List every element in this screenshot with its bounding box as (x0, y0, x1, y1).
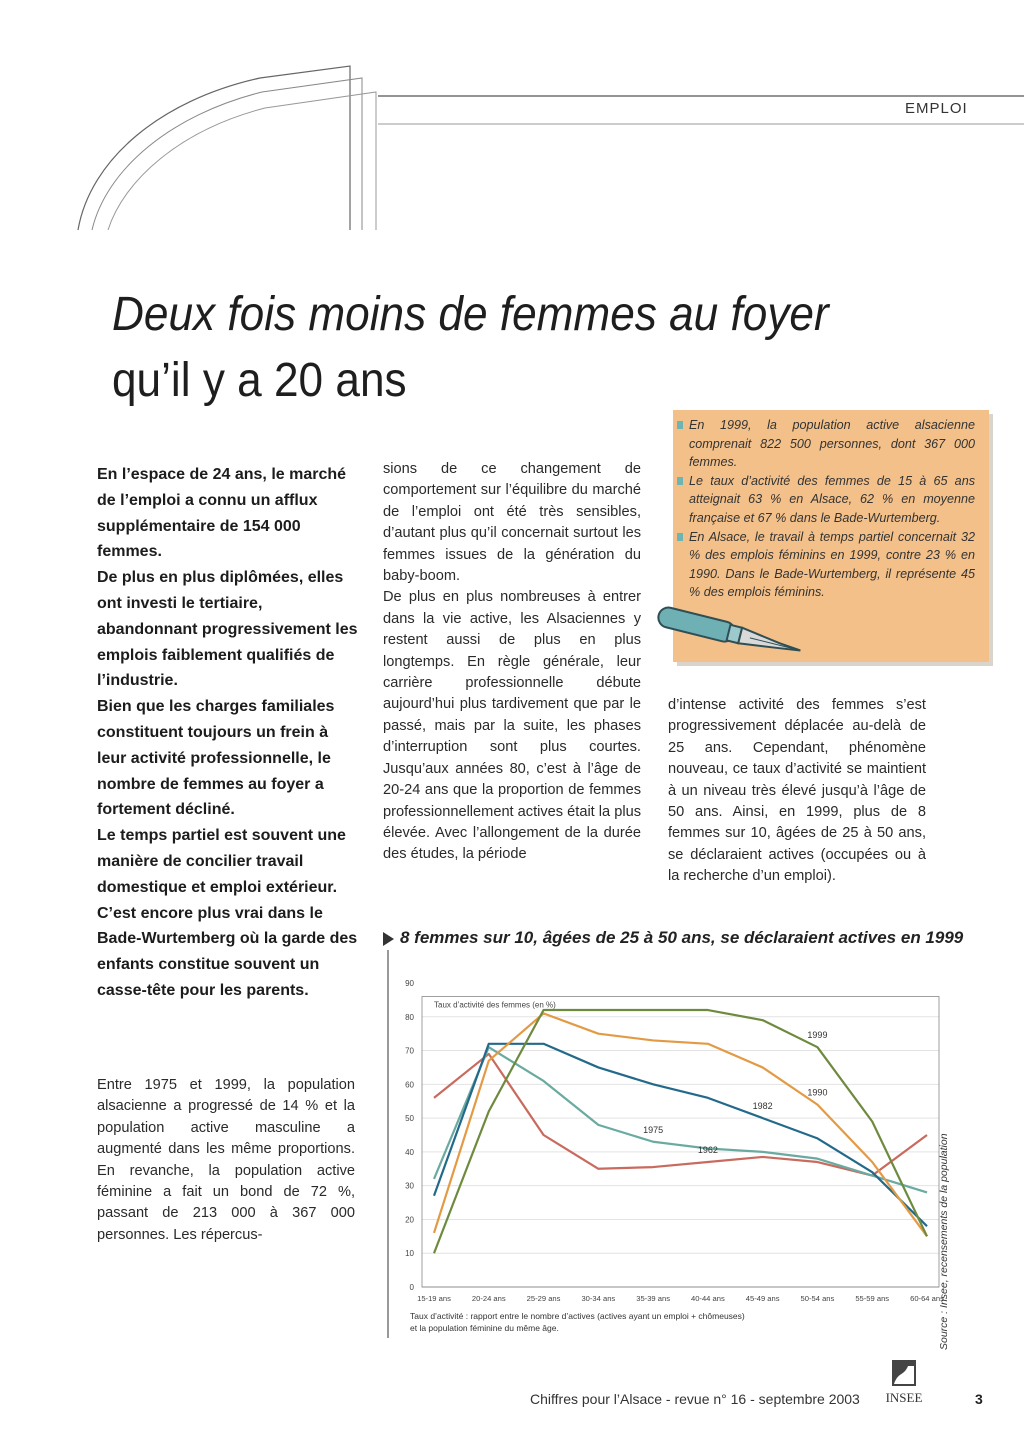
body-column-1 (97, 1075, 355, 1246)
y-tick-label: 70 (405, 1046, 414, 1056)
chart-inner-title: Taux d’activité des femmes (en %) (434, 1000, 556, 1010)
x-tick-label: 30-34 ans (581, 1294, 616, 1303)
title-line-2: qu’il y a 20 ans (112, 354, 407, 407)
x-tick-label: 45-49 ans (745, 1294, 780, 1303)
key-figure-item: En Alsace, le travail à temps partiel concernait 32 % des emplois féminins en 1999, contre 23 % en 1990. Dans le Bade-Wurtemberg, il représente 45 % des emplois féminins. (689, 528, 975, 602)
y-tick-label: 90 (405, 979, 414, 988)
series-line-1999 (434, 1010, 927, 1253)
y-tick-label: 40 (405, 1147, 414, 1157)
plot-frame (422, 997, 939, 1287)
bullet-icon (677, 533, 683, 541)
chart-heading (383, 928, 983, 948)
body-text: sions de ce changement de comportement sur l’équilibre du marché de l’emploi ont été très sensibles, d’autant plus qu’il concernait surtout les femmes issues de la génération du baby-boom. (383, 461, 641, 585)
x-tick-label: 50-54 ans (800, 1294, 835, 1303)
lead-text: De plus en plus diplômées, elles ont investi le tertiaire, abandonnant progressivement les emplois faiblement qualifiés de l’industrie. (97, 569, 358, 690)
page-number: 3 (975, 1391, 983, 1407)
key-figure-item: Le taux d’activité des femmes de 15 à 65 ans atteignait 63 % en Alsace, 62 % en moyenne française et 67 % dans le Bade-Wurtemberg. (689, 472, 975, 528)
body-column-3 (668, 695, 926, 888)
bullet-icon (677, 477, 683, 485)
series-line-1990 (434, 1013, 927, 1236)
series-label-1982: 1982 (752, 1101, 773, 1112)
series-lines (434, 1010, 927, 1253)
series-line-1982 (434, 1044, 927, 1226)
body-text: d’intense activité des femmes s’est progressivement déplacée au-delà de 25 ans. Cependant, phénomène nouveau, ce taux d’activité se maintient à un niveau très élevé jusqu’à l’âge de 50 ans. Ainsi, en 1999, plus de 8 femmes sur 10, âgées de 25 à 50 ans, se déclaraient actives (occupées ou à la recherche d’un emploi). (668, 697, 926, 885)
y-tick-label: 20 (405, 1215, 414, 1225)
x-tick-label: 40-44 ans (690, 1294, 725, 1303)
lead-text: En l’espace de 24 ans, le marché de l’emploi a connu un afflux supplémentaire de 154 000 femmes. (97, 466, 347, 561)
lead-text: Bien que les charges familiales constituent toujours un frein à leur activité professionnelle, le nombre de femmes au foyer a fortement décliné. (97, 698, 335, 819)
lead-paragraph (97, 462, 359, 1004)
x-tick-labels (417, 1294, 944, 1303)
y-tick-label: 80 (405, 1012, 414, 1022)
footer-publication: Chiffres pour l’Alsace - revue n° 16 - septembre 2003 (530, 1391, 860, 1407)
x-tick-label: 25-29 ans (526, 1294, 561, 1303)
x-tick-label: 20-24 ans (471, 1294, 506, 1303)
title-line-1: Deux fois moins de femmes au foyer (112, 288, 829, 341)
series-line-1962 (434, 1054, 927, 1176)
y-tick-label: 10 (405, 1249, 414, 1259)
bullet-icon (677, 421, 683, 429)
body-text: De plus en plus nombreuses à entrer dans la vie active, les Alsaciennes y restent aussi de plus en plus longtemps. En règle générale, leur carrière professionnelle débute aujourd’hui plus tardivement que par le passé, mais par la suite, les phases d’interruption sont plus courtes. Jusqu’aux années 80, c’est à l’âge de 20-24 ans que la proportion de femmes professionnellement actives était la plus élevée. Avec l’allongement de la durée des études, la période (383, 589, 641, 863)
series-line-1975 (434, 1047, 927, 1192)
fountain-pen-icon (650, 605, 810, 665)
chart-footnote: et la population féminine du même âge. (410, 1323, 559, 1333)
series-label-1962: 1962 (697, 1145, 718, 1156)
logo-text: INSEE (885, 1390, 923, 1405)
x-tick-label: 35-39 ans (636, 1294, 671, 1303)
header-decoration (0, 0, 1024, 240)
chart-source: Source : Insee, recensements de la population (938, 1133, 950, 1350)
y-tick-label: 30 (405, 1181, 414, 1191)
y-tick-labels (405, 979, 414, 1292)
x-tick-label: 60-64 ans (910, 1294, 944, 1303)
chart-heading-text: 8 femmes sur 10, âgées de 25 à 50 ans, se déclaraient actives en 1999 (400, 928, 964, 947)
x-tick-label: 15-19 ans (417, 1294, 451, 1303)
x-tick-label: 55-59 ans (855, 1294, 890, 1303)
page-title (112, 282, 866, 414)
series-label-1999: 1999 (807, 1030, 828, 1041)
insee-logo (880, 1358, 928, 1414)
triangle-arrow-icon (383, 932, 394, 946)
activity-rate-chart (384, 950, 944, 1340)
y-tick-label: 50 (405, 1114, 414, 1124)
section-label: EMPLOI (905, 100, 968, 117)
chart-footnote: Taux d’activité : rapport entre le nombre d’actives (actives ayant un emploi + chômeuses) (410, 1311, 745, 1321)
body-text: Entre 1975 et 1999, la population alsacienne a progressé de 14 % et la population active masculine a augmenté dans les même proportions. En revanche, la population active féminine a fait un bond de 72 %, passant de 213 000 à 367 000 personnes. Les répercus- (97, 1077, 355, 1243)
series-label-1975: 1975 (643, 1124, 664, 1135)
series-label-1990: 1990 (807, 1087, 828, 1098)
lead-text: Le temps partiel est souvent une manière de concilier travail domestique et emploi extérieur. C’est encore plus vrai dans le Bade-Wurtemberg où la garde des enfants constitue souvent un casse-tête pour les parents. (97, 827, 358, 999)
y-tick-label: 0 (409, 1283, 414, 1292)
body-column-2 (383, 459, 641, 866)
y-tick-label: 60 (405, 1080, 414, 1090)
key-figure-item: En 1999, la population active alsacienne comprenait 822 500 personnes, dont 367 000 femmes. (689, 416, 975, 472)
